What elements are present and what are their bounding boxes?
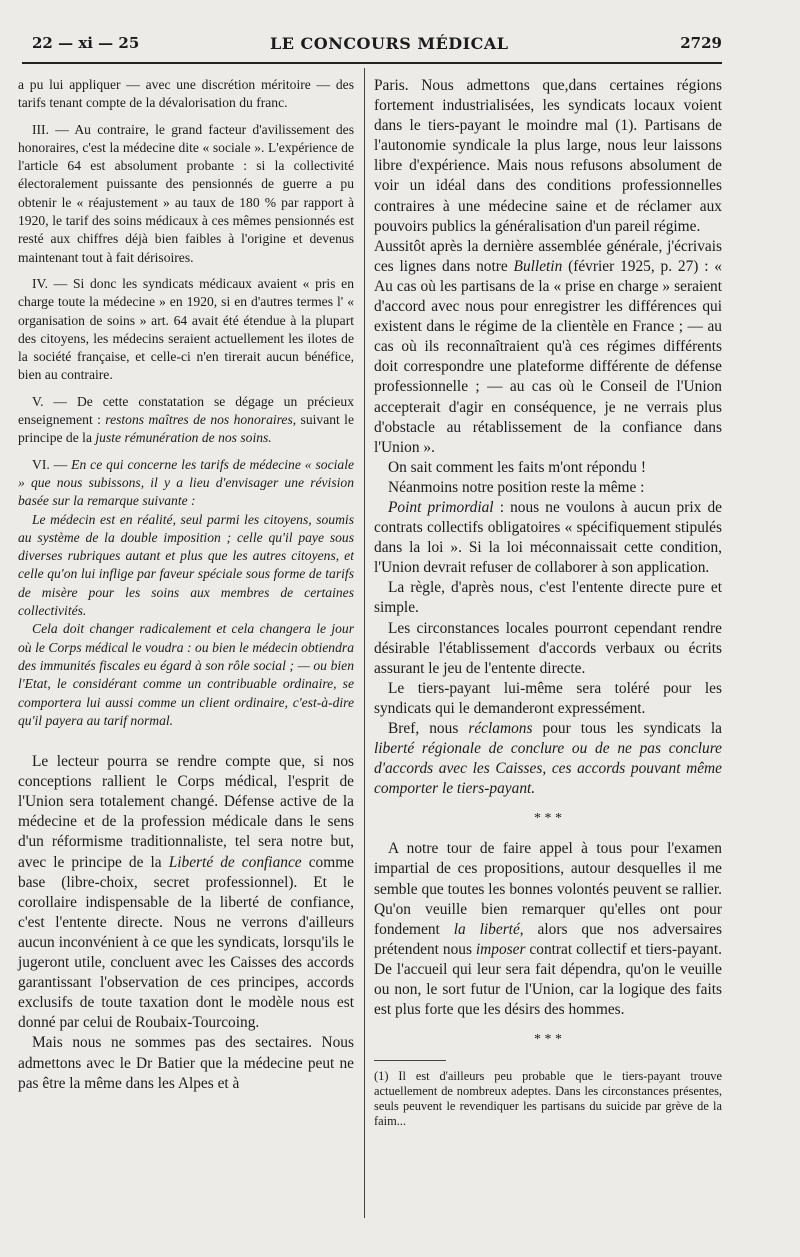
paragraph (374, 498, 722, 578)
column-divider (364, 68, 365, 1218)
section-asterism: * * * (534, 811, 562, 827)
header-page-number: 2729 (680, 34, 722, 52)
paragraph: Paris. Nous admettons que,dans certaines régions fortement industrialisées, les syndicats locaux voient dans le tiers-payant le moindre mal (1). Partisans de l'autonomie syndicale la plus large, nous leur laissons libre d'expérience. Mais nous refusons absolument de voir un idéal dans des conditions professionnelles contraires à une médecine saine et de réclamer aux pouvoirs publics la généralisation d'un pareil régime. (374, 77, 722, 235)
italic-run: réclamons (468, 720, 533, 737)
text-run: Bref, nous (388, 720, 469, 737)
italic-run: En ce qui concerne les tarifs de médecine « sociale » que nous subissons, il y a lieu d'envisager une révision basée sur la remarque suivante : (18, 456, 355, 509)
paragraph (374, 719, 722, 799)
italic-run: liberté régionale de conclure ou de ne pas conclure d'accords avec les Caisses, ces accords pouvant même comporter le tiers-payant. (374, 740, 722, 798)
text-run: comme base (libre-choix, secret professionnel). Et le corollaire indispensable de la liberté de confiance, c'est l'entente directe. Nous ne verrons d'ailleurs aucun inconvénient à ce que les syndicats, lorsqu'ils le jugeront utile, concluent avec les Caisses des accords garantissant l'observation de ces principes, accords exclusifs de toute taxation dont le modèle nous est donné par celui de Roubaix-Tourcoing. (18, 853, 355, 1032)
paragraph (374, 839, 722, 1020)
paragraph: Néanmoins notre position reste la même : (388, 478, 645, 496)
footnote-rule (374, 1060, 446, 1061)
italic-run: Liberté de confiance (168, 853, 302, 871)
text-run: : nous ne voulons à aucun prix de contrats collectifs obligatoires « spécifiquement stipulés dans la loi ». Si la loi méconnaissait cette condition, l'Union devrait refuser de collaborer à son application. (374, 498, 722, 577)
paragraph: On sait comment les faits m'ont répondu ! (388, 458, 646, 476)
text-run: pour tous les syndicats la (532, 720, 722, 737)
paragraph-vi (18, 456, 354, 511)
italic-run: Le médecin est en réalité, seul parmi les citoyens, soumis au système de la double imposition ; celle qu'il paye sous diverses rubriques autant et plus que les autres citoyens, et celle qu'on lui inflige par faveur spéciale sous forme de tarifs de misère pour les soins aux membres de certaines collectivités. (18, 511, 354, 619)
paragraph-iv: IV. — Si donc les syndicats médicaux avaient « pris en charge toute la médecine » en 1920, si en d'autres termes l' « organisation de soins » art. 64 avait été étendue à la plupart des citoyens, les médecins seraient actuellement les ilotes de la société française, et celle-ci n'en tirerait aucun bénéfice, bien au contraire. (18, 275, 354, 383)
paragraph: a pu lui appliquer — avec une discrétion méritoire — des tarifs tenant compte de la dévalorisation du franc. (18, 77, 354, 111)
header-date: 22 — xi — 25 (32, 34, 140, 52)
italic-run: restons maîtres de nos honoraires (105, 412, 293, 428)
paragraph-v (18, 393, 354, 448)
left-column (18, 76, 354, 1094)
text-run: Aussitôt après la dernière assemblée générale, j'écrivais ces lignes dans notre (374, 237, 722, 275)
italic-run: juste rémunération de nos soins. (95, 430, 272, 446)
paragraph-conclusion (18, 752, 354, 1033)
paragraph (374, 237, 722, 458)
running-header (32, 34, 722, 58)
paragraph: Le tiers-payant lui-même sera toléré pour les syndicats qui le demanderont expressément. (374, 679, 722, 717)
text-run: , suivant le principe de la (18, 412, 354, 446)
right-column (374, 76, 722, 1129)
paragraph: La règle, d'après nous, c'est l'entente directe pure et simple. (374, 579, 722, 617)
paragraph: Mais nous ne sommes pas des sectaires. Nous admettons avec le Dr Batier que la médecine peut ne pas être la même dans les Alpes et à (18, 1034, 354, 1092)
text-run: , alors que nos adversaires prétendent nous (374, 920, 723, 958)
header-journal-title: LE CONCOURS MÉDICAL (270, 34, 509, 53)
italic-run: la liberté (453, 920, 520, 938)
italic-run: Point primordial (388, 498, 494, 516)
italic-run: Bulletin (513, 257, 563, 275)
header-rule (22, 62, 722, 64)
paragraph-italic (18, 511, 354, 621)
section-asterism: * * * (534, 1032, 562, 1048)
text-run: V. — De cette constatation se dégage un précieux enseignement : (18, 393, 354, 428)
italic-run: Cela doit changer radicalement et cela changera le jour où le Corps médical le voudra : ou bien le médecin obtiendra des immunités fiscales eu égard à son rôle social ; — ou bien l'Etat, le considérant comme un contribuable ordinaire, se comportera lui aussi comme un client ordinaire, c'est-à-dire qu'il payera au tarif normal. (18, 621, 354, 728)
paragraph-italic (18, 620, 354, 730)
text-run: A notre tour de faire appel à tous pour l'examen impartial de ces propositions, autour desquelles il me semble que toutes les bonnes volontés peuvent se rallier. Qu'on veuille bien remarquer qu'elles ont pour fondement (374, 840, 722, 938)
footnote: (1) Il est d'ailleurs peu probable que le tiers-payant trouve actuellement de nombreux adeptes. Dans les circonstances présentes, seuls peuvent le revendiquer les partisans du suicide par grève de la faim... (374, 1069, 722, 1129)
paragraph-iii: III. — Au contraire, le grand facteur d'avilissement des honoraires, c'est la médecine dite « sociale ». L'expérience de l'article 64 est absolument probante : si la collectivité électoralement puissante des pensionnés de guerre a pu obtenir le « réajustement » au taux de 180 % par rapport à 1920, le tarif des soins médicaux à ces mêmes pensionnés est resté aux chiffres déjà bien faibles à l'origine et devenus maintenant tout à fait dérisoires. (18, 121, 354, 265)
text-run: VI. — (32, 456, 72, 472)
text-run: Le lecteur pourra se rendre compte que, si nos conceptions rallient le Corps médical, l'esprit de l'Union sera totalement changé. Défense active de la médecine et de la profession médicale dans le sens d'un réformisme traditionnaliste, tel sera notre but, avec le principe de la (18, 753, 354, 871)
paragraph: Les circonstances locales pourront cependant rendre désirable l'établissement d'accords verbaux ou écrits assurant le jeu de l'entente directe. (374, 619, 722, 677)
text-run: (février 1925, p. 27) : « Au cas où les partisans de la « prise en charge » seraient d'accord avec nous pour enregistrer les différences qui existent dans le régime de la clientèle en France ; — au cas où ils reconnaîtraient qu'à ces régimes différents doit correspondre une plateforme différente de défense professionnelle ; — au cas où le Conseil de l'Union accepterait d'agir en conséquence, je ne verrais plus d'obstacle au rétablissement de la confiance dans l'Union ». (374, 257, 723, 456)
italic-run: imposer (475, 940, 526, 958)
text-run: contrat collectif et tiers-payant. De l'accueil qui leur sera fait dépendra, qu'on le veuille ou non, le sort futur de l'Union, car la logique des faits est plus forte que les désirs des hommes. (374, 940, 722, 1019)
